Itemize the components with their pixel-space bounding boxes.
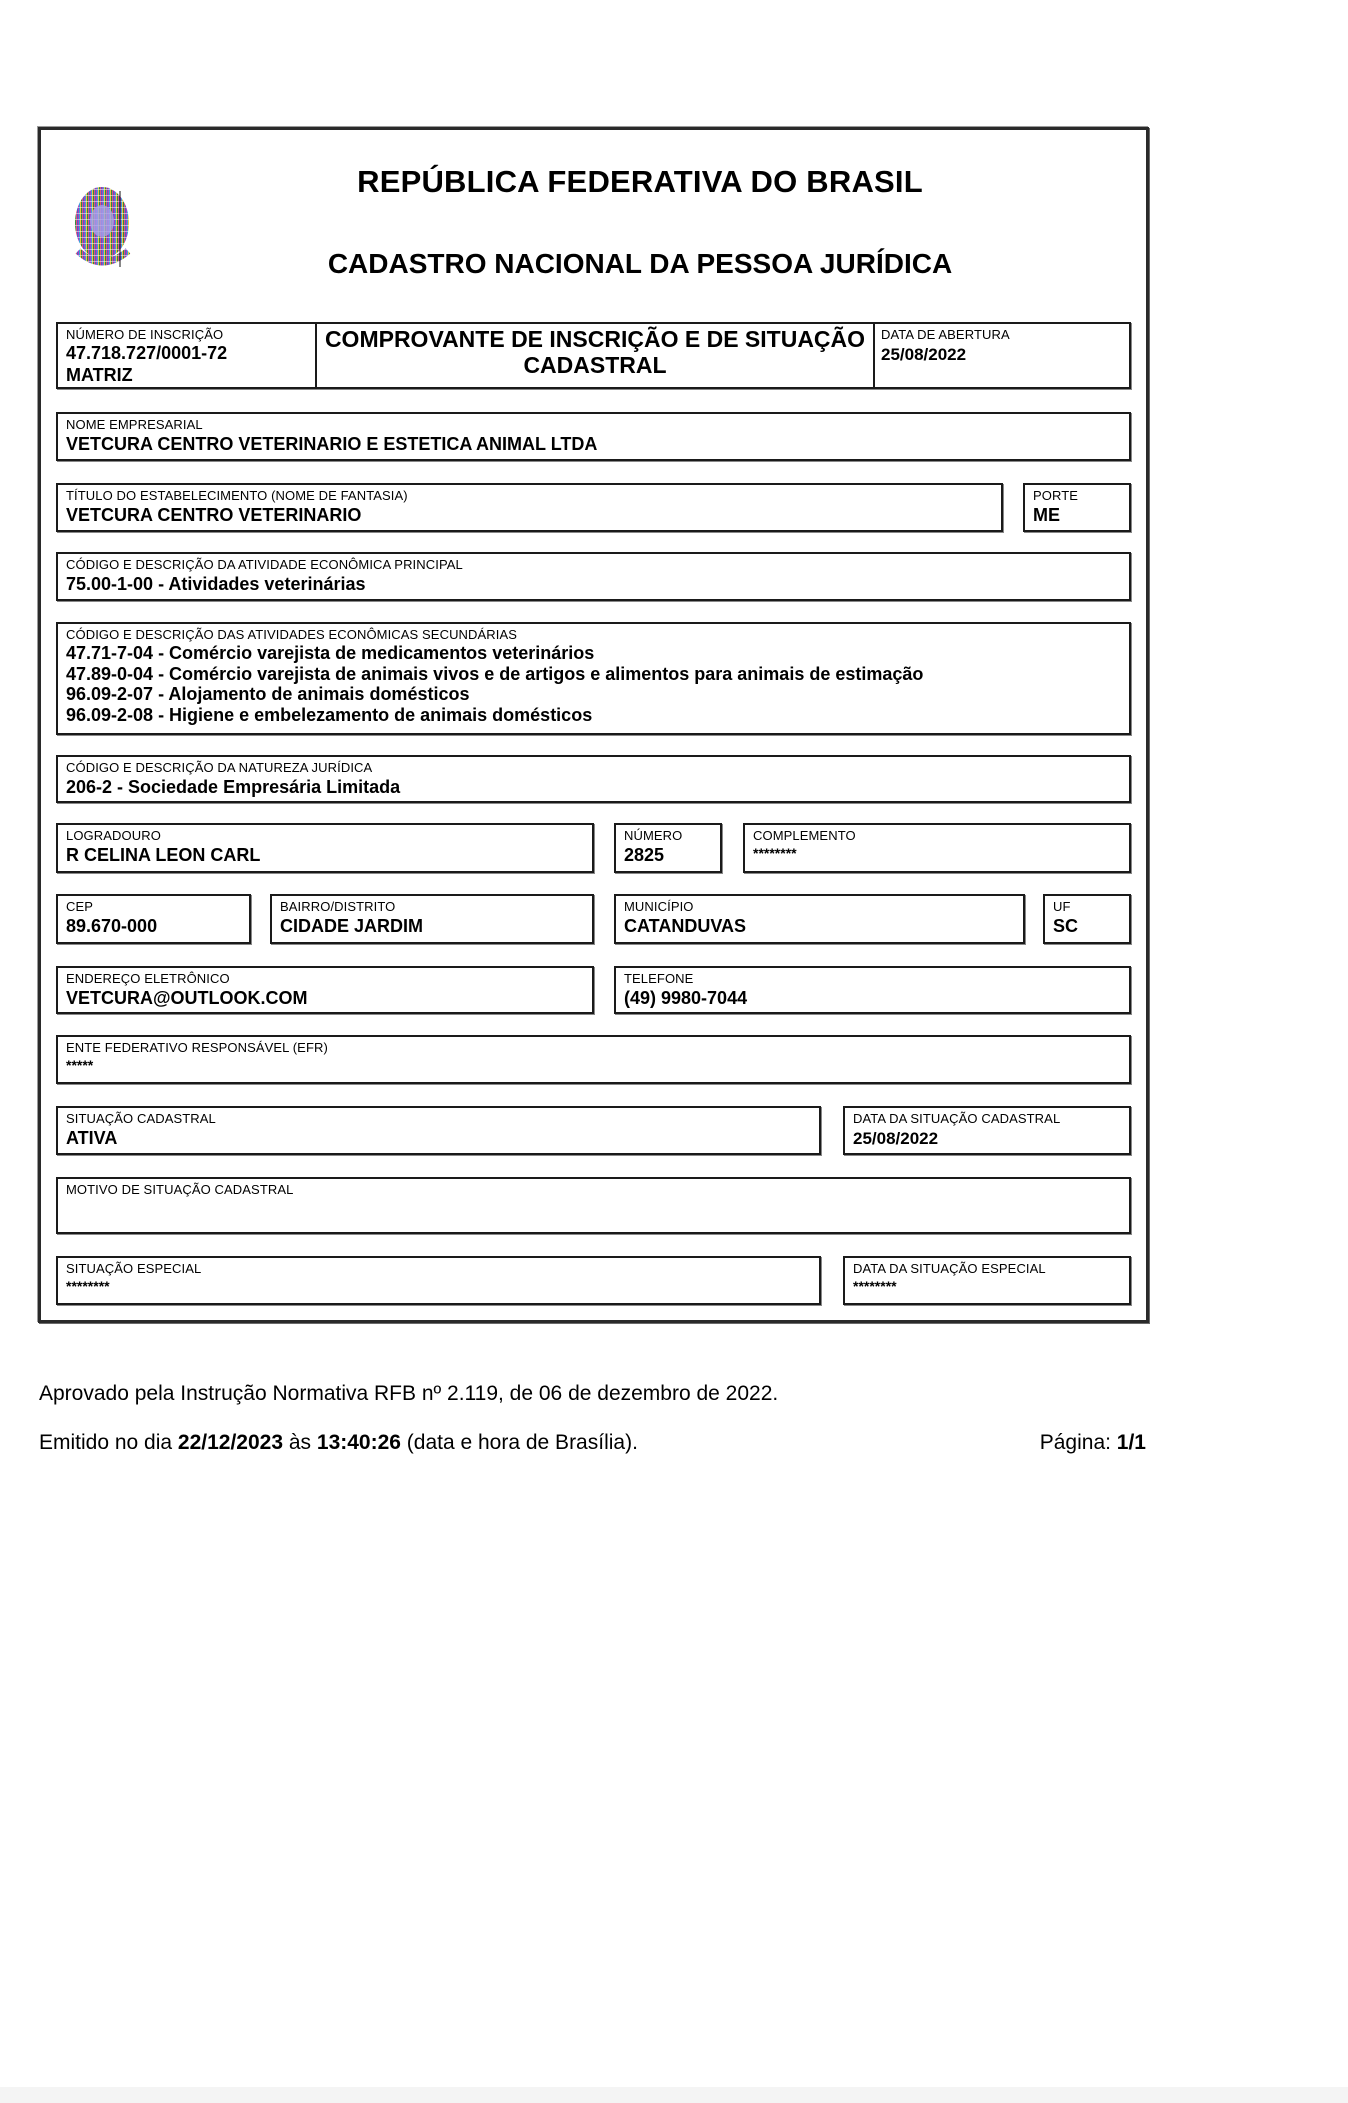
trade-name-value: VETCURA CENTRO VETERINARIO	[66, 505, 362, 525]
legal-nature-field	[56, 755, 1131, 803]
issued-time: 13:40:26	[316, 1431, 401, 1454]
registration-status-field	[56, 1106, 821, 1155]
country-title: REPÚBLICA FEDERATIVA DO BRASIL	[357, 164, 923, 199]
special-status-field	[56, 1256, 821, 1305]
registration-status-date-field	[843, 1106, 1131, 1155]
field-label: LOGRADOURO	[66, 828, 161, 843]
city-value: CATANDUVAS	[624, 916, 746, 936]
registration-status-value: ATIVA	[66, 1128, 118, 1148]
field-label: SITUAÇÃO CADASTRAL	[66, 1111, 216, 1126]
field-label: PORTE	[1033, 488, 1079, 503]
opening-date-cell	[875, 324, 1129, 387]
field-label: COMPLEMENTO	[753, 828, 856, 843]
email-value: VETCURA@OUTLOOK.COM	[66, 988, 308, 1008]
issued-suffix: (data e hora de Brasília).	[400, 1431, 638, 1454]
issued-date: 22/12/2023	[177, 1431, 284, 1454]
phone-field	[614, 966, 1131, 1014]
number-field	[614, 823, 722, 873]
field-label: CÓDIGO E DESCRIÇÃO DA ATIVIDADE ECONÔMICA PRINCIPAL	[66, 557, 463, 572]
district-field	[270, 894, 594, 944]
page-indicator	[1040, 1431, 1146, 1455]
size-field	[1023, 483, 1131, 532]
inscription-number-cell	[58, 324, 317, 387]
special-status-date-value: ********	[853, 1278, 897, 1294]
field-label: UF	[1053, 899, 1071, 914]
street-field	[56, 823, 594, 873]
field-label: CEP	[66, 899, 94, 914]
page-label: Página:	[1039, 1431, 1117, 1454]
special-status-value: ********	[66, 1278, 110, 1294]
field-label: DATA DA SITUAÇÃO ESPECIAL	[853, 1261, 1046, 1276]
field-label: ENDEREÇO ELETRÔNICO	[66, 971, 230, 986]
field-label: NOME EMPRESARIAL	[66, 417, 203, 432]
document-title-line1: COMPROVANTE DE INSCRIÇÃO E DE SITUAÇÃO	[324, 326, 866, 352]
company-name-field	[56, 412, 1131, 461]
field-label: CÓDIGO E DESCRIÇÃO DAS ATIVIDADES ECONÔMICAS SECUNDÁRIAS	[66, 627, 518, 642]
establishment-type: MATRIZ	[66, 365, 133, 385]
cnpj-value: 47.718.727/0001-72	[66, 343, 228, 363]
field-label: NÚMERO	[624, 828, 683, 843]
field-label: CÓDIGO E DESCRIÇÃO DA NATUREZA JURÍDICA	[66, 760, 373, 775]
field-label: BAIRRO/DISTRITO	[280, 899, 396, 914]
city-field	[614, 894, 1025, 944]
document-title-line2: CADASTRAL	[523, 352, 667, 378]
secondary-activity-item: 47.89-0-04 - Comércio varejista de animais vivos e de artigos e alimentos para animais de estimação	[66, 663, 924, 684]
complement-field	[743, 823, 1131, 873]
issued-prefix: Emitido no dia	[39, 1431, 178, 1454]
special-status-date-field	[843, 1256, 1131, 1305]
state-value: SC	[1053, 916, 1079, 936]
company-name-value: VETCURA CENTRO VETERINARIO E ESTETICA ANIMAL LTDA	[66, 434, 598, 454]
efr-value: *****	[66, 1057, 94, 1073]
secondary-activity-item: 96.09-2-07 - Alojamento de animais domésticos	[66, 684, 470, 704]
secondary-activities-field	[56, 622, 1131, 735]
issued-note	[39, 1431, 1146, 1455]
registration-status-date-value: 25/08/2022	[853, 1129, 939, 1148]
field-label: ENTE FEDERATIVO RESPONSÁVEL (EFR)	[66, 1040, 328, 1055]
field-label: NÚMERO DE INSCRIÇÃO	[66, 327, 224, 342]
field-label: DATA DE ABERTURA	[881, 327, 1010, 342]
main-activity-value: 75.00-1-00 - Atividades veterinárias	[66, 574, 366, 594]
email-field	[56, 966, 594, 1014]
efr-field	[56, 1035, 1131, 1084]
opening-date-value: 25/08/2022	[881, 345, 967, 364]
registry-title: CADASTRO NACIONAL DA PESSOA JURÍDICA	[327, 248, 953, 279]
phone-value: (49) 9980-7044	[624, 988, 748, 1008]
complement-value: ********	[753, 845, 797, 861]
size-value: ME	[1033, 505, 1060, 525]
street-value: R CELINA LEON CARL	[66, 845, 261, 865]
status-reason-field	[56, 1177, 1131, 1234]
field-label: DATA DA SITUAÇÃO CADASTRAL	[853, 1111, 1061, 1126]
approval-note: Aprovado pela Instrução Normativa RFB nº 2.119, de 06 de dezembro de 2022.	[39, 1382, 779, 1405]
issued-mid: às	[283, 1431, 317, 1454]
trade-name-field	[56, 483, 1003, 532]
page-value: 1/1	[1116, 1431, 1146, 1454]
state-field	[1043, 894, 1131, 944]
field-label: MOTIVO DE SITUAÇÃO CADASTRAL	[66, 1182, 294, 1197]
brazil-coat-of-arms-icon	[72, 181, 136, 271]
zip-code-value: 89.670-000	[66, 916, 158, 936]
zip-code-field	[56, 894, 251, 944]
secondary-activity-item: 47.71-7-04 - Comércio varejista de medicamentos veterinários	[66, 643, 595, 663]
field-label: SITUAÇÃO ESPECIAL	[66, 1261, 202, 1276]
inscription-header	[56, 322, 1131, 389]
secondary-activity-item: 96.09-2-08 - Higiene e embelezamento de animais domésticos	[66, 704, 593, 725]
main-activity-field	[56, 552, 1131, 601]
legal-nature-value: 206-2 - Sociedade Empresária Limitada	[66, 777, 401, 797]
viewer-bottom-bar	[0, 2087, 1348, 2103]
document-title-cell	[317, 324, 875, 387]
field-label: TELEFONE	[624, 971, 694, 986]
number-value: 2825	[624, 845, 665, 865]
district-value: CIDADE JARDIM	[280, 916, 424, 936]
field-label: MUNICÍPIO	[624, 899, 694, 914]
field-label: TÍTULO DO ESTABELECIMENTO (NOME DE FANTASIA)	[66, 488, 408, 503]
